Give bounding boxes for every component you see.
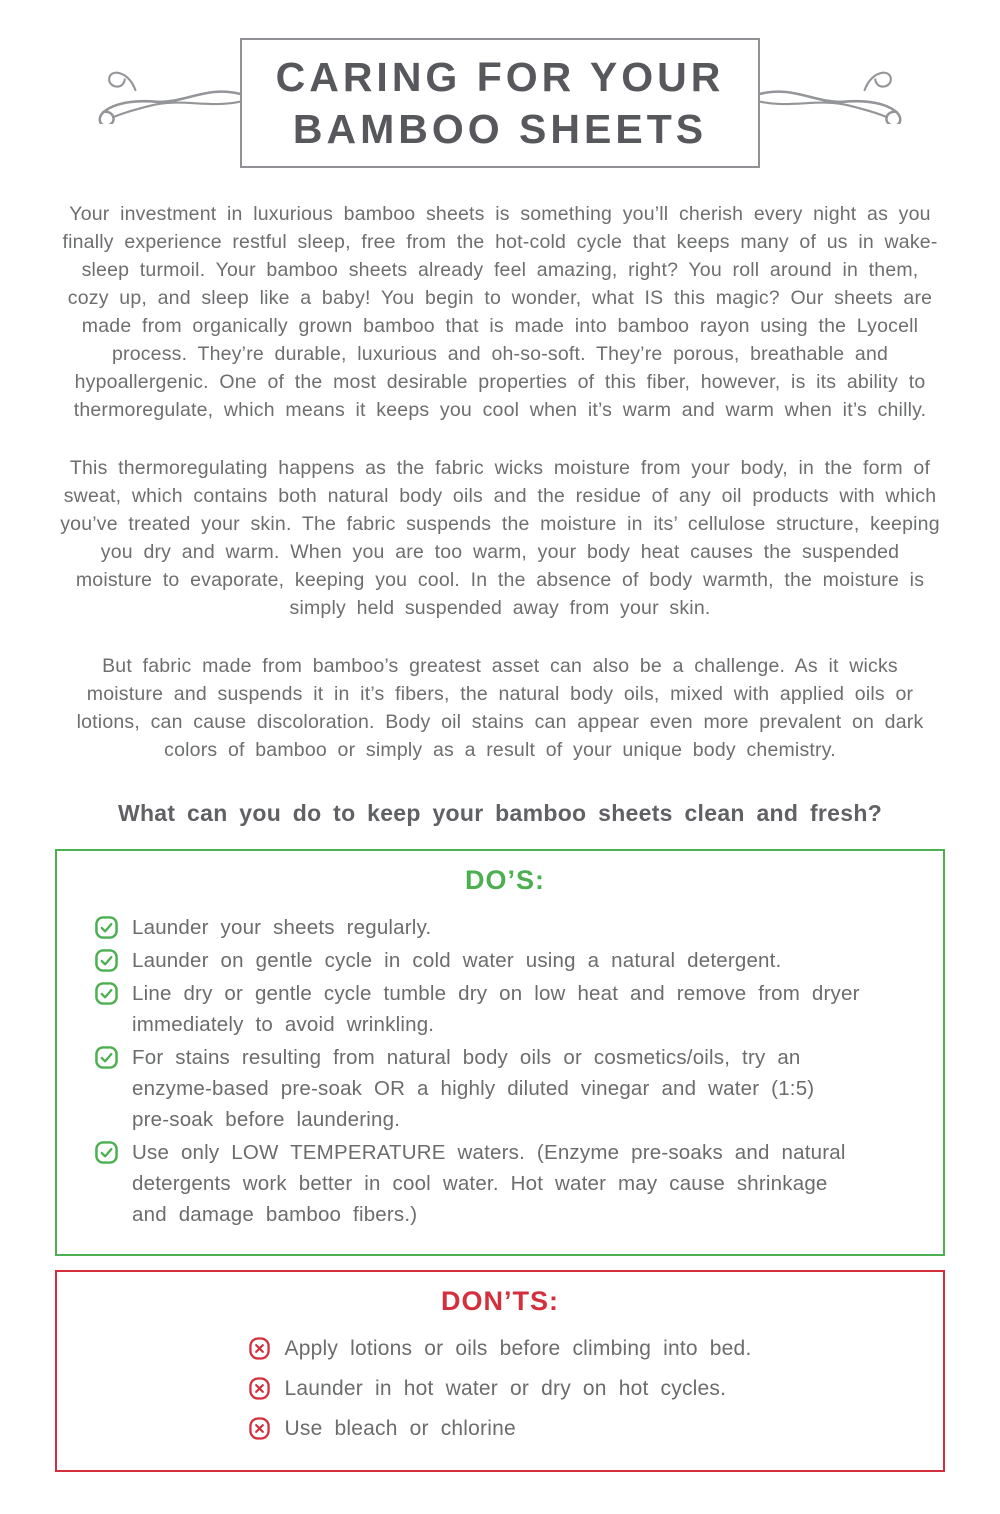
flourish-left-icon xyxy=(85,60,240,124)
donts-section xyxy=(55,1270,945,1472)
header xyxy=(0,0,1000,168)
do-item-text: Line dry or gentle cycle tumble dry on low heat and remove from dryer immediately to avoid wrinkling. xyxy=(132,982,860,1036)
do-list-item xyxy=(95,945,915,976)
intro-paragraph-2: This thermoregulating happens as the fabric wicks moisture from your body, in the form of sweat, which contains both natural body oils and the residue of any oil products with which you’ve treated your skin. The fabric suspends the moisture in its’ cellulose structure, keeping you dry and warm. When you are too warm, your body heat causes the suspended moisture to evaporate, keeping you cool. In the absence of body warmth, the moisture is simply held suspended away from your skin. xyxy=(60,457,940,619)
do-list-item xyxy=(95,1137,915,1230)
dont-item-text: Use bleach or chlorine xyxy=(284,1417,516,1440)
intro-paragraph-3: But fabric made from bamboo’s greatest asset can also be a challenge. As it wicks moisture and suspends it in it’s fibers, the natural body oils, mixed with applied oils or lotions, can cause discoloration. Body oil stains can appear even more prevalent on dark colors of bamboo or simply as a result of your unique body chemistry. xyxy=(76,655,924,761)
intro-paragraph-1: Your investment in luxurious bamboo sheets is something you’ll cherish every night as you finally experience restful sleep, free from the hot-cold cycle that keeps many of us in wake-sleep turmoil. Your bamboo sheets already feel amazing, right? You roll around in them, cozy up, and sleep like a baby! You begin to wonder, what IS this magic? Our sheets are made from organically grown bamboo that is made into bamboo rayon using the Lyocell process. They’re durable, luxurious and oh-so-soft. They’re porous, breathable and hypoallergenic. One of the most desirable properties of this fiber, however, is its ability to thermoregulate, which means it keeps you cool when it’s warm and warm when it’s chilly. xyxy=(62,203,938,421)
do-item-text: Launder on gentle cycle in cold water using a natural detergent. xyxy=(132,949,782,972)
donts-list xyxy=(249,1333,752,1444)
check-icon xyxy=(95,982,118,1005)
x-icon xyxy=(249,1337,270,1360)
check-icon xyxy=(95,949,118,972)
intro-section xyxy=(0,200,1000,827)
question-heading: What can you do to keep your bamboo sheets clean and fresh? xyxy=(117,800,883,826)
dont-list-item xyxy=(249,1413,752,1444)
check-icon xyxy=(95,1141,118,1164)
do-list-item xyxy=(95,1042,915,1135)
dos-section xyxy=(55,849,945,1256)
check-icon xyxy=(95,1046,118,1069)
title-box xyxy=(240,38,760,168)
dont-item-text: Launder in hot water or dry on hot cycles. xyxy=(284,1377,727,1400)
check-icon xyxy=(95,916,118,939)
page-title-line2: BAMBOO SHEETS xyxy=(292,106,708,152)
do-list-item xyxy=(95,912,915,943)
do-list-item xyxy=(95,978,915,1040)
flourish-right-icon xyxy=(760,60,915,124)
dos-heading: DO’S: xyxy=(464,865,545,895)
page-title-line1: CARING FOR YOUR xyxy=(275,54,725,100)
do-item-text: For stains resulting from natural body oils or cosmetics/oils, try an enzyme-based pre-soak OR a highly diluted vinegar and water (1:5) pre-soak before laundering. xyxy=(132,1046,815,1131)
do-item-text: Launder your sheets regularly. xyxy=(132,916,432,939)
x-icon xyxy=(249,1377,270,1400)
dont-list-item xyxy=(249,1373,752,1404)
dont-item-text: Apply lotions or oils before climbing into bed. xyxy=(284,1337,752,1360)
dos-list xyxy=(95,912,915,1230)
do-item-text: Use only LOW TEMPERATURE waters. (Enzyme pre-soaks and natural detergents work better in cool water. Hot water may cause shrinkage and damage bamboo fibers.) xyxy=(132,1141,846,1226)
dont-list-item xyxy=(249,1333,752,1364)
x-icon xyxy=(249,1417,270,1440)
donts-heading: DON’TS: xyxy=(441,1286,559,1316)
